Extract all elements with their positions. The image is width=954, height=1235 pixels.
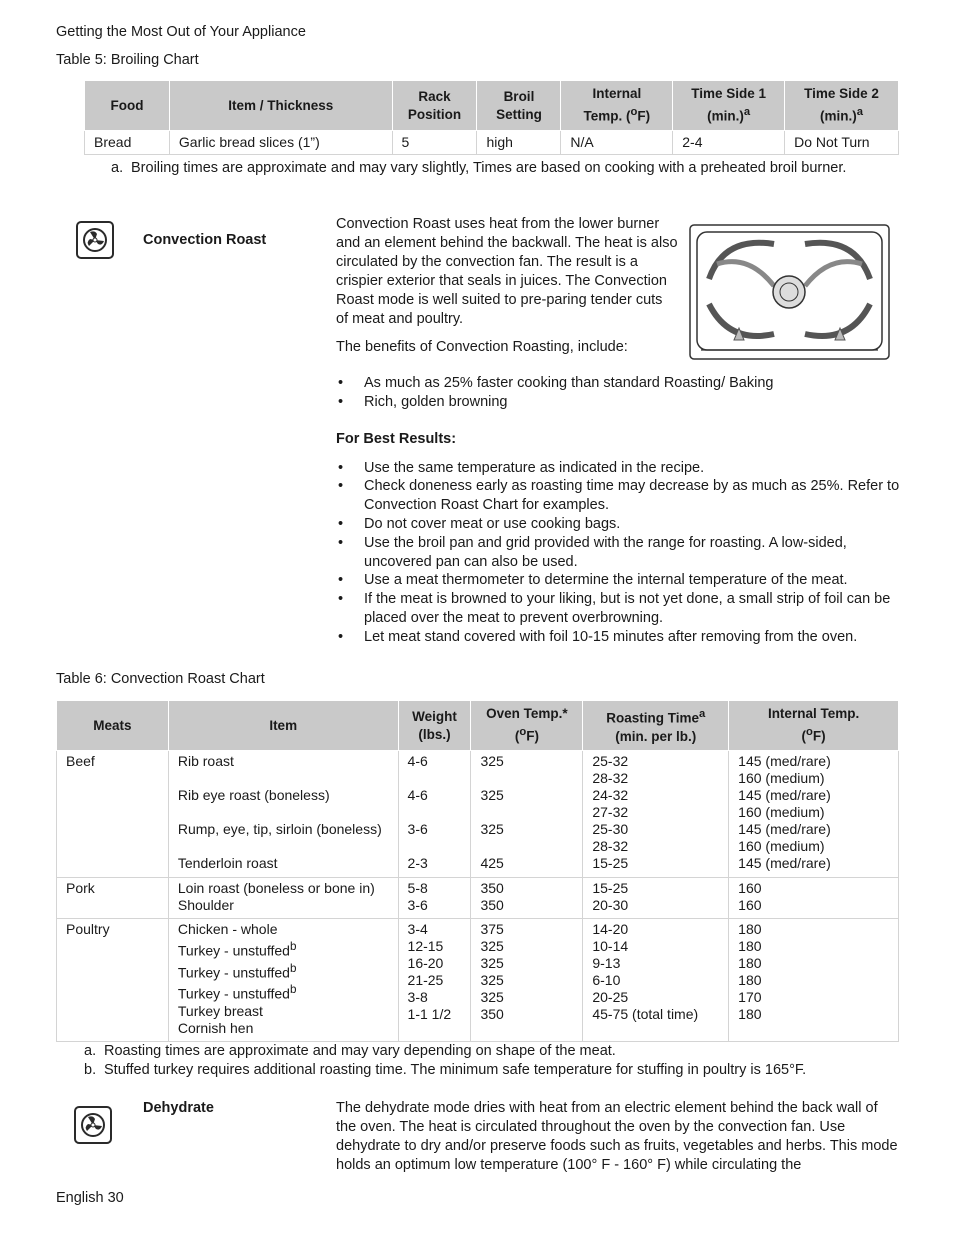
time-line: 28-32 [592, 838, 629, 854]
cell-times [583, 919, 729, 1042]
temp-line: 325 [480, 955, 504, 971]
temp-line: 325 [480, 787, 504, 803]
dehydrate-paragraph: The dehydrate mode dries with heat from an electric element behind the back wall of the oven. The heat is circulated throughout the oven by the convection fan. Use dehydrate to dry and/or preserve foods such as fruits, vegetables and herbs. This mode holds an optimum low temperature (100° F - 160° F) while circulating the [336, 1100, 898, 1173]
convection-roast-chart-table [56, 700, 899, 1042]
cell-meat: Beef [57, 751, 169, 878]
cell-side2: Do Not Turn [785, 131, 899, 155]
time-line: 24-32 [592, 787, 629, 803]
col-oven-temp: Oven Temp.* ($^o$F) [471, 701, 583, 751]
table-caption-broiling: Table 5: Broiling Chart [56, 52, 199, 68]
weight-line: 3-8 [407, 989, 428, 1005]
col-roasting-time: Roasting Time$^a$ (min. per lb.) [583, 701, 729, 751]
footnote-letter: a. [84, 1043, 97, 1059]
benefits-list [336, 374, 901, 412]
item-line: Turkey - unstuffed$^b$ [177, 940, 297, 959]
cell-meat: Poultry [57, 919, 169, 1042]
weight-line: 21-25 [407, 972, 444, 988]
list-item: • Use the broil pan and grid provided with the range for roasting. A low-sided, uncovered pan can also be used. [336, 534, 901, 572]
cell-items [168, 751, 398, 878]
footnote-text: Roasting times are approximate and may vary depending on shape of the meat. [104, 1043, 616, 1059]
page-number: English 30 [56, 1190, 124, 1206]
weight-line: 3-6 [407, 821, 428, 837]
item-line: Rump, eye, tip, sirloin (boneless) [177, 821, 382, 837]
cell-weights [398, 751, 471, 878]
internal-line: 160 [738, 880, 762, 896]
item-line: Tenderloin roast [177, 855, 278, 871]
col-time-side-1: Time Side 1 $(\min.)^a$ [673, 81, 785, 131]
cell-temps [471, 919, 583, 1042]
col-food: Food [85, 81, 170, 131]
roast-footnotes [84, 1042, 884, 1080]
internal-line: 170 [738, 989, 762, 1005]
running-header: Getting the Most Out of Your Appliance [56, 24, 306, 40]
time-line: 20-30 [592, 897, 629, 913]
internal-line: 160 (medium) [738, 770, 825, 786]
temp-line: 325 [480, 972, 504, 988]
list-item: • Let meat stand covered with foil 10-15 minutes after removing from the oven. [336, 628, 901, 647]
dehydrate-title: Dehydrate [143, 1100, 214, 1116]
temp-line: 350 [480, 1006, 504, 1022]
cell-setting: high [477, 131, 561, 155]
col-weight: Weight (lbs.) [398, 701, 471, 751]
table-row [85, 131, 899, 155]
col-meats: Meats [57, 701, 169, 751]
weight-line: 5-8 [407, 880, 428, 896]
temp-line: 325 [480, 989, 504, 1005]
item-line: Shoulder [177, 897, 234, 913]
table-caption-roast: Table 6: Convection Roast Chart [56, 671, 265, 687]
item-line: Loin roast (boneless or bone in) [177, 880, 375, 896]
cell-side1: 2-4 [673, 131, 785, 155]
cell-internal [729, 919, 899, 1042]
col-rack-position: Rack Position [392, 81, 477, 131]
time-line: 28-32 [592, 770, 629, 786]
weight-line: 3-4 [407, 921, 428, 937]
internal-line: 180 [738, 955, 762, 971]
weight-line: 1-1 1/2 [407, 1006, 452, 1022]
list-item: • Rich, golden browning [336, 393, 901, 412]
internal-line: 145 (med/rare) [738, 787, 831, 803]
cell-meat: Pork [57, 878, 169, 919]
internal-line: 160 (medium) [738, 838, 825, 854]
broiling-footnote [111, 159, 881, 178]
internal-line: 145 (med/rare) [738, 855, 831, 871]
temp-line: 325 [480, 821, 504, 837]
col-broil-setting: Broil Setting [477, 81, 561, 131]
cell-internal [729, 751, 899, 878]
time-line: 9-13 [592, 955, 621, 971]
list-item: • Use a meat thermometer to determine the internal temperature of the meat. [336, 571, 901, 590]
item-line: Rib eye roast (boneless) [177, 787, 330, 803]
best-results-list [336, 459, 901, 647]
item-line: Turkey - unstuffed$^b$ [177, 961, 297, 981]
temp-line: 325 [480, 753, 504, 769]
temp-line: 350 [480, 897, 504, 913]
table-row-pork [57, 878, 899, 919]
item-line: Chicken - whole [177, 921, 278, 937]
time-line: 15-25 [592, 880, 629, 896]
item-line: Turkey breast [177, 1002, 263, 1019]
list-item: • As much as 25% faster cooking than standard Roasting/ Baking [336, 374, 901, 393]
time-line: 14-20 [592, 921, 629, 937]
table-row-beef [57, 751, 899, 878]
col-item-thickness: Item / Thickness [169, 81, 392, 131]
time-line: 6-10 [592, 972, 621, 988]
item-line: Rib roast [177, 753, 234, 769]
cell-internal: N/A [561, 131, 673, 155]
temp-line: 425 [480, 855, 504, 871]
broiling-chart-table [84, 80, 899, 155]
internal-line: 180 [738, 938, 762, 954]
convection-roast-benefits-intro: The benefits of Convection Roasting, include: [336, 339, 628, 355]
internal-line: 180 [738, 921, 762, 937]
convection-roast-title: Convection Roast [143, 232, 267, 248]
time-line: 15-25 [592, 855, 629, 871]
table-row-poultry [57, 919, 899, 1042]
time-line: 25-30 [592, 821, 629, 837]
footnote-letter: a. [111, 160, 124, 176]
time-line: 25-32 [592, 753, 629, 769]
col-item: Item [168, 701, 398, 751]
convection-roast-lists [336, 374, 901, 647]
cell-temps [471, 878, 583, 919]
list-item: • Do not cover meat or use cooking bags. [336, 515, 901, 534]
oven-airflow-illustration [689, 224, 890, 360]
cell-internal [729, 878, 899, 919]
weight-line: 3-6 [407, 897, 428, 913]
internal-line: 145 (med/rare) [738, 753, 831, 769]
internal-line: 160 (medium) [738, 804, 825, 820]
time-line: 20-25 [592, 989, 629, 1005]
weight-line: 16-20 [407, 955, 444, 971]
time-line: 10-14 [592, 938, 629, 954]
list-item: • Use the same temperature as indicated in the recipe. [336, 459, 901, 478]
cell-rack: 5 [392, 131, 477, 155]
cell-temps [471, 751, 583, 878]
weight-line: 4-6 [407, 753, 428, 769]
convection-roast-intro [336, 215, 678, 366]
internal-line: 160 [738, 897, 762, 913]
cell-item: Garlic bread slices (1”) [169, 131, 392, 155]
time-line: 45-75 (total time) [592, 1006, 699, 1022]
footnote-letter: b. [84, 1062, 97, 1078]
dehydrate-fan-icon [74, 1106, 112, 1144]
time-line: 27-32 [592, 804, 629, 820]
list-item: • If the meat is browned to your liking, but is not yet done, a small strip of foil can be placed over the meat to prevent overbrowning. [336, 590, 901, 628]
weight-line: 2-3 [407, 855, 428, 871]
convection-roast-paragraph: Convection Roast uses heat from the lower burner and an element behind the backwall. The heat is also circulated by the convection fan. The result is a crispier exterior that seals in juices. The Convection Roast mode is well suited to pre-paring tender cuts of meat and poultry. [336, 216, 678, 327]
list-item: • Check doneness early as roasting time may decrease by as much as 25%. Refer to Convection Roast Chart for examples. [336, 477, 901, 515]
item-line: Turkey - unstuffed$^b$ [177, 983, 297, 1002]
cell-items [168, 919, 398, 1042]
cell-weights [398, 919, 471, 1042]
col-time-side-2: Time Side 2 $(\min.)^a$ [785, 81, 899, 131]
col-internal-temp: Internal Temp. ($^o$F) [729, 701, 899, 751]
internal-line: 145 (med/rare) [738, 821, 831, 837]
cell-times [583, 878, 729, 919]
best-results-heading: For Best Results: [336, 430, 457, 447]
cell-weights [398, 878, 471, 919]
cell-items [168, 878, 398, 919]
weight-line: 4-6 [407, 787, 428, 803]
cell-food: Bread [85, 131, 170, 155]
cell-times [583, 751, 729, 878]
convection-fan-icon [76, 221, 114, 259]
internal-line: 180 [738, 972, 762, 988]
internal-line: 180 [738, 1006, 762, 1022]
weight-line: 12-15 [407, 938, 444, 954]
col-internal-temp: Internal Temp. ($^o$F) [561, 81, 673, 131]
temp-line: 375 [480, 921, 504, 937]
item-line: Cornish hen [177, 1019, 254, 1036]
footnote-text: Stuffed turkey requires additional roasting time. The minimum safe temperature for stuffing in poultry is 165°F. [104, 1062, 807, 1078]
temp-line: 350 [480, 880, 504, 896]
footnote-text: Broiling times are approximate and may vary slightly, Times are based on cooking with a preheated broil burner. [131, 160, 847, 176]
temp-line: 325 [480, 938, 504, 954]
